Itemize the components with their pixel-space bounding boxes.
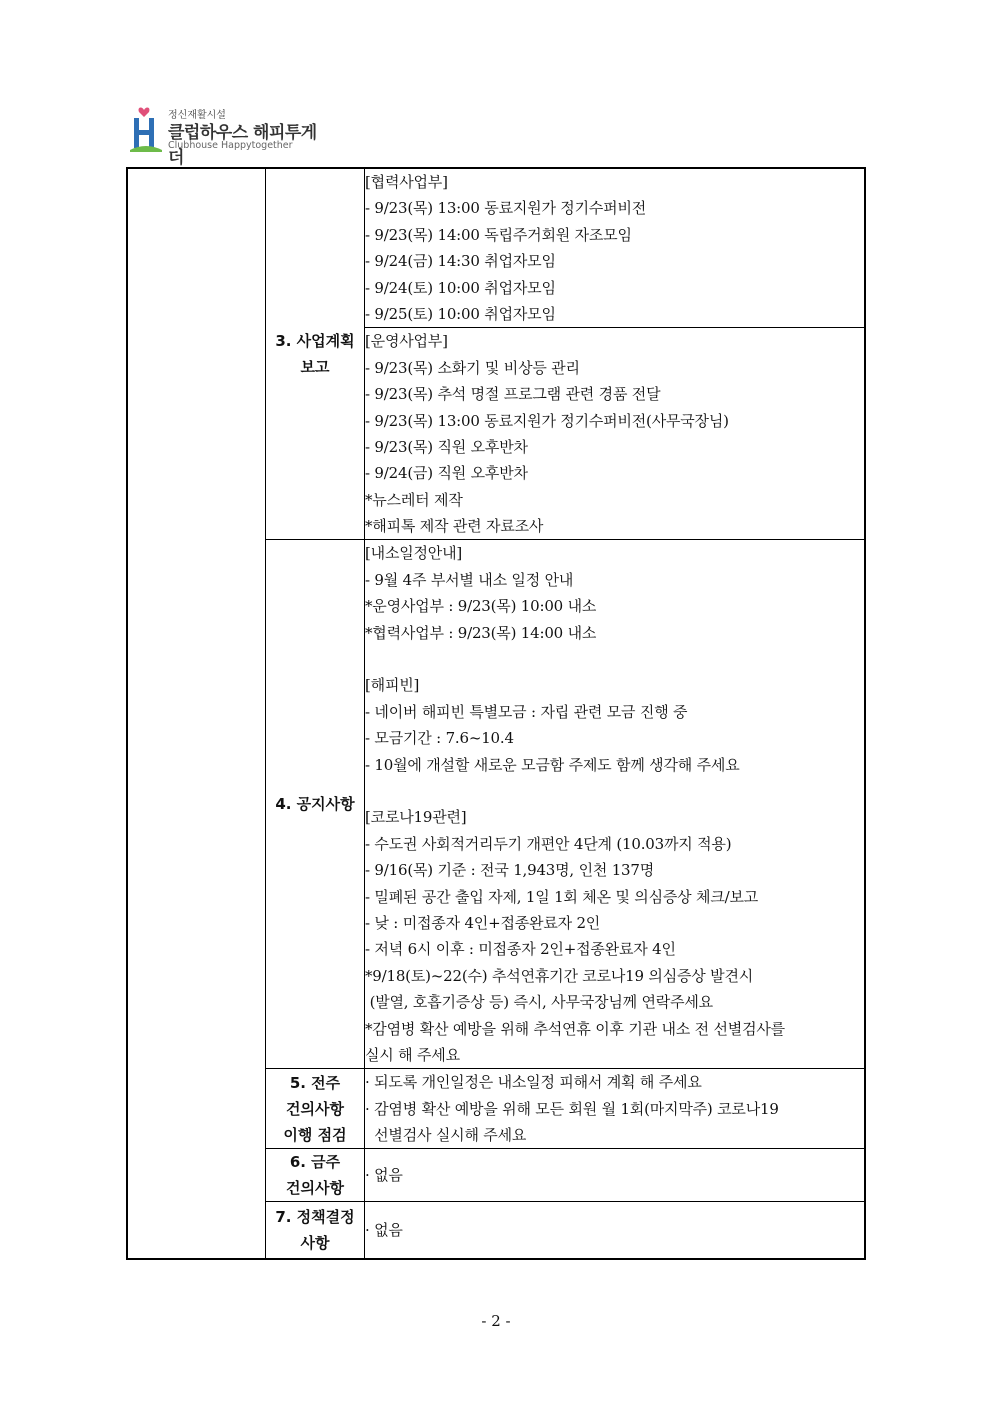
section-title-line: 5. 전주: [289, 1073, 341, 1092]
block-heading: [코로나19관련]: [365, 808, 467, 827]
list-item: - 9/23(목) 13:00 동료지원가 정기수퍼비전: [365, 199, 647, 218]
logo-name: 클럽하우스 해피투게더: [168, 123, 317, 168]
blank-line: [365, 646, 864, 672]
section-title-line: 사항: [300, 1234, 330, 1253]
list-item: - 9/23(목) 14:00 독립주거회원 자조모임: [365, 225, 632, 244]
block-heading: [내소일정안내]: [365, 544, 463, 563]
cooperation-dept-block: [365, 168, 866, 328]
clubhouse-logo-icon: [128, 104, 166, 154]
section-row-business-plan: [127, 168, 865, 328]
list-item: - 낮 : 미접종자 4인+접종완료자 2인: [365, 913, 601, 932]
blank-line: [365, 778, 864, 804]
block-heading: [협력사업부]: [365, 173, 448, 191]
list-item: *9/18(토)~22(수) 추석연휴기간 코로나19 의심증상 발견시: [365, 966, 754, 985]
list-item: - 9/24(토) 10:00 취업자모임: [365, 278, 556, 297]
section-title-previous-suggestions: [266, 1069, 365, 1149]
section-title-line: 이행 점검: [283, 1125, 347, 1144]
operations-dept-block: [365, 328, 866, 540]
list-item: - 9/23(목) 직원 오후반차: [365, 437, 528, 456]
section-title-policy-decisions: [266, 1202, 365, 1260]
list-item: 실시 해 주세요: [365, 1045, 460, 1064]
list-item: - 9월 4주 부서별 내소 일정 안내: [365, 570, 574, 589]
clubhouse-logo: [128, 104, 328, 168]
block-heading: [해피빈]: [365, 676, 420, 695]
section-title-business-plan: [266, 168, 365, 540]
list-item: - 네이버 해피빈 특별모금 : 자립 관련 모금 진행 중: [365, 702, 688, 721]
section-title-line: 보고: [300, 358, 330, 377]
list-item: 선별검사 실시해 주세요: [365, 1126, 527, 1145]
list-item: *운영사업부 : 9/23(목) 10:00 내소: [365, 597, 597, 616]
list-item: - 9/16(목) 기준 : 전국 1,943명, 인천 137명: [365, 861, 655, 880]
list-item: - 9/23(목) 소화기 및 비상등 관리: [365, 358, 580, 377]
list-item: *해피톡 제작 관련 자료조사: [365, 517, 544, 536]
section-title-line: 4. 공지사항: [275, 795, 355, 814]
list-item: *뉴스레터 제작: [365, 490, 463, 509]
list-item: - 밀폐된 공간 출입 자제, 1일 1회 체온 및 의심증상 체크/보고: [365, 887, 759, 906]
list-item: - 9/24(금) 14:30 취업자모임: [365, 252, 556, 271]
list-item: - 모금기간 : 7.6~10.4: [365, 729, 514, 748]
section-title-line: 6. 금주: [289, 1153, 341, 1172]
block-heading: [운영사업부]: [365, 332, 448, 351]
section-title-line: 3. 사업계획: [275, 332, 355, 351]
page-number: - 2 -: [481, 1312, 511, 1330]
list-item: - 9/24(금) 직원 오후반차: [365, 464, 528, 483]
list-item: *협력사업부 : 9/23(목) 14:00 내소: [365, 623, 597, 642]
section-title-line: 건의사항: [286, 1179, 344, 1198]
notices-block: [365, 540, 866, 1069]
list-item: *감염병 확산 예방을 위해 추석연휴 이후 기관 내소 전 선별검사를: [365, 1019, 785, 1038]
section-title-notices: [266, 540, 365, 1069]
list-item: - 9/23(목) 13:00 동료지원가 정기수퍼비전(사무국장님): [365, 411, 729, 430]
logo-english-name: Clubhouse Happytogether: [168, 140, 293, 151]
logo-subtitle: 정신재활시설: [168, 110, 226, 121]
section-title-line: 7. 정책결정: [275, 1208, 355, 1227]
list-item: - 저녁 6시 이후 : 미접종자 2인+접종완료자 4인: [365, 940, 676, 959]
policy-decisions-block: [365, 1202, 866, 1260]
list-item: - 수도권 사회적거리두기 개편안 4단계 (10.03까지 적용): [365, 834, 732, 853]
list-item: · 되도록 개인일정은 내소일정 피해서 계획 해 주세요: [365, 1073, 702, 1092]
list-item: (발열, 호흡기증상 등) 즉시, 사무국장님께 연락주세요: [365, 993, 713, 1012]
list-item: - 9/25(토) 10:00 취업자모임: [365, 304, 556, 323]
empty-left-column: [127, 168, 266, 1259]
previous-suggestions-block: [365, 1069, 866, 1149]
this-week-suggestions-block: [365, 1149, 866, 1202]
list-item: - 10월에 개설할 새로운 모금함 주제도 함께 생각해 주세요: [365, 755, 740, 774]
list-item: · 없음: [365, 1221, 403, 1240]
section-title-line: 건의사항: [286, 1099, 344, 1118]
list-item: · 감염병 확산 예방을 위해 모든 회원 월 1회(마지막주) 코로나19: [365, 1099, 779, 1118]
list-item: - 9/23(목) 추석 명절 프로그램 관련 경품 전달: [365, 385, 661, 404]
meeting-minutes-table: [126, 167, 866, 1260]
section-title-this-week-suggestions: [266, 1149, 365, 1202]
list-item: · 없음: [365, 1166, 403, 1185]
